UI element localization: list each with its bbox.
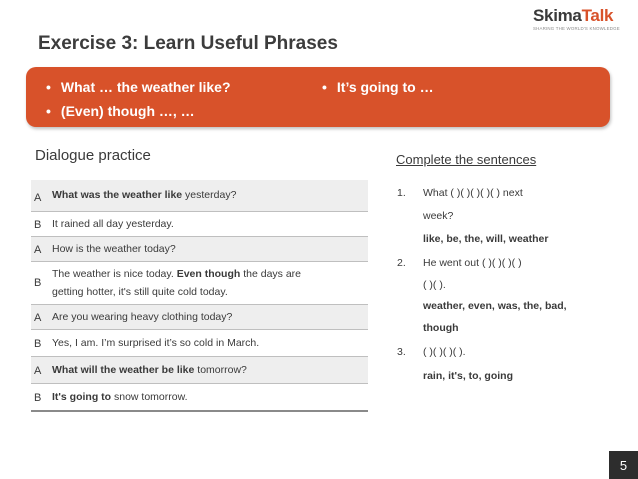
table-row: B It rained all day yesterday. [31,212,368,237]
banner-phrase-1: • What … the weather like? [46,79,231,95]
sentence-3-words: rain, it's, to, going [423,370,513,382]
page-title: Exercise 3: Learn Useful Phrases [38,33,338,54]
page-number: 5 [609,451,638,479]
table-row: B It's going to snow tomorrow. [31,384,368,412]
item-number: 2. [397,257,406,269]
skimatalk-logo: SkimaTalk SHARING THE WORLD'S KNOWLEDGE [533,7,629,35]
sentence-2-line2: ( )( ). [423,279,446,291]
complete-heading: Complete the sentences [396,152,537,167]
banner-phrase-2: • (Even) though …, … [46,103,195,119]
phrases-banner [26,67,610,127]
item-number: 1. [397,187,406,199]
sentence-2-words: weather, even, was, the, bad, [423,300,567,312]
sentence-1-words: like, be, the, will, weather [423,233,549,245]
dialogue-heading: Dialogue practice [35,147,151,164]
table-row: A What was the weather like yesterday? [31,180,368,212]
table-row: B The weather is nice today. Even though the days are getting hotter, it's still quite cold today. [31,262,368,305]
logo-tagline: SHARING THE WORLD'S KNOWLEDGE [533,26,620,31]
sentence-1-line1: What ( )( )( )( )( ) next [423,187,523,199]
sentence-1-line2: week? [423,210,454,222]
table-row: A What will the weather be like tomorrow? [31,357,368,384]
dialogue-table [31,180,368,412]
table-row: A How is the weather today? [31,237,368,262]
table-row: A Are you wearing heavy clothing today? [31,305,368,330]
item-number: 3. [397,346,406,358]
sentence-2-line1: He went out ( )( )( )( ) [423,257,522,269]
sentence-3-line1: ( )( )( )( ). [423,346,466,358]
sentence-2-words-cont: though [423,322,459,334]
banner-phrase-3: • It’s going to … [322,79,434,95]
table-row: B Yes, I am. I’m surprised it’s so cold in March. [31,330,368,357]
